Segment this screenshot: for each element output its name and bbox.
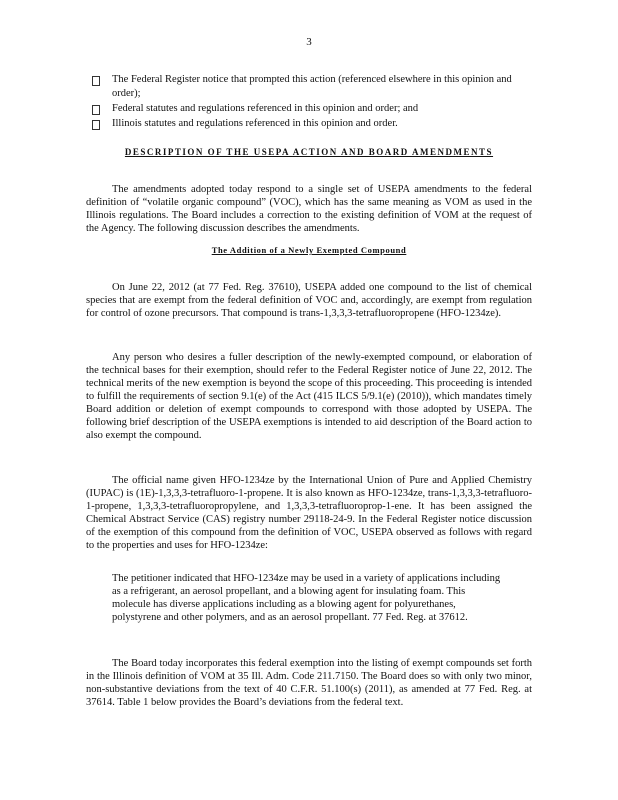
section-heading: DESCRIPTION OF THE USEPA ACTION AND BOARD AMENDMENTS (124, 147, 494, 157)
list-item (92, 117, 522, 131)
bullet-icon (92, 120, 100, 130)
paragraph-june-22: On June 22, 2012 (at 77 Fed. Reg. 37610), USEPA added one compound to the list of chemical species that are exempt from the federal definition of VOC and, accordingly, are exempt from regulation for control of ozone precursors. That compound is trans-1,3,3,3-tetrafluoropropene (HFO-1234ze). (86, 281, 532, 319)
paragraph-any-person: Any person who desires a fuller description of the newly-exempted compound, or elaboration of the technical bases for their exemption, should refer to the Federal Register notice of June 22, 2012. The technical merits of the new exemption is beyond the scope of this proceeding. This proceeding is intended to fulfill the requirements of section 9.1(e) of the Act (415 ILCS 5/9.1(e) (2010)), which mandates timely Board addition or deletion of exempt compounds to correspond with those adopted by USEPA. The following brief description of the USEPA exemptions is intended to aid description of the Board action to also exempt the compound. (86, 351, 532, 441)
paragraph-official-name: The official name given HFO-1234ze by the International Union of Pure and Applied Chemistry (IUPAC) is (1E)-1,3,3,3-tetrafluoro-1-propene. It is also known as HFO-1234ze, trans-1,3,3,3-tetrafluoro-1-propene, 1,3,3,3-tetrafluoropropylene, and 1,3,3,3-tetrafluoroprop-1-ene. It has been assigned the Chemical Abstract Service (CAS) registry number 29118-24-9. In the Federal Register notice discussion of the exemption of this compound from the definition of VOC, USEPA observed as follows with regard to the properties and uses for HFO-1234ze: (86, 474, 532, 551)
page-number: 3 (306, 36, 312, 48)
block-quote: The petitioner indicated that HFO-1234ze may be used in a variety of applications including as a refrigerant, an aerosol propellant, and a blowing agent for insulating foam. This molecule has diverse applications including as a blowing agent for polyurethanes, polystyrene and other polymers, and as an aerosol propellant. 77 Fed. Reg. at 37612. (112, 572, 501, 623)
subsection-heading: The Addition of a Newly Exempted Compound (211, 245, 407, 255)
paragraph-board-today: The Board today incorporates this federal exemption into the listing of exempt compounds set forth in the Illinois definition of VOM at 35 Ill. Adm. Code 211.7150. The Board does so with only two minor, non-substantive deviations from the text of 40 C.F.R. 51.100(s) (2011), as amended at 77 Fed. Reg. at 37614. Table 1 below provides the Board’s deviations from the federal text. (86, 657, 532, 708)
bullet-icon (92, 105, 100, 115)
list-item-text: Illinois statutes and regulations referenced in this opinion and order. (112, 118, 398, 129)
list-item (92, 73, 522, 101)
list-item-text: Federal statutes and regulations referenced in this opinion and order; and (112, 103, 419, 114)
list-item-text: The Federal Register notice that prompted this action (referenced elsewhere in this opinion and order); (112, 74, 512, 99)
bullet-icon (92, 76, 100, 86)
reference-list (92, 73, 522, 132)
paragraph-amendments: The amendments adopted today respond to a single set of USEPA amendments to the federal definition of “volatile organic compound” (VOC), which has the same meaning as VOM as used in the Illinois regulations. The Board includes a correction to the existing definition of VOM at the request of the Agency. The following discussion describes the amendments. (86, 183, 532, 234)
list-item (92, 102, 522, 116)
